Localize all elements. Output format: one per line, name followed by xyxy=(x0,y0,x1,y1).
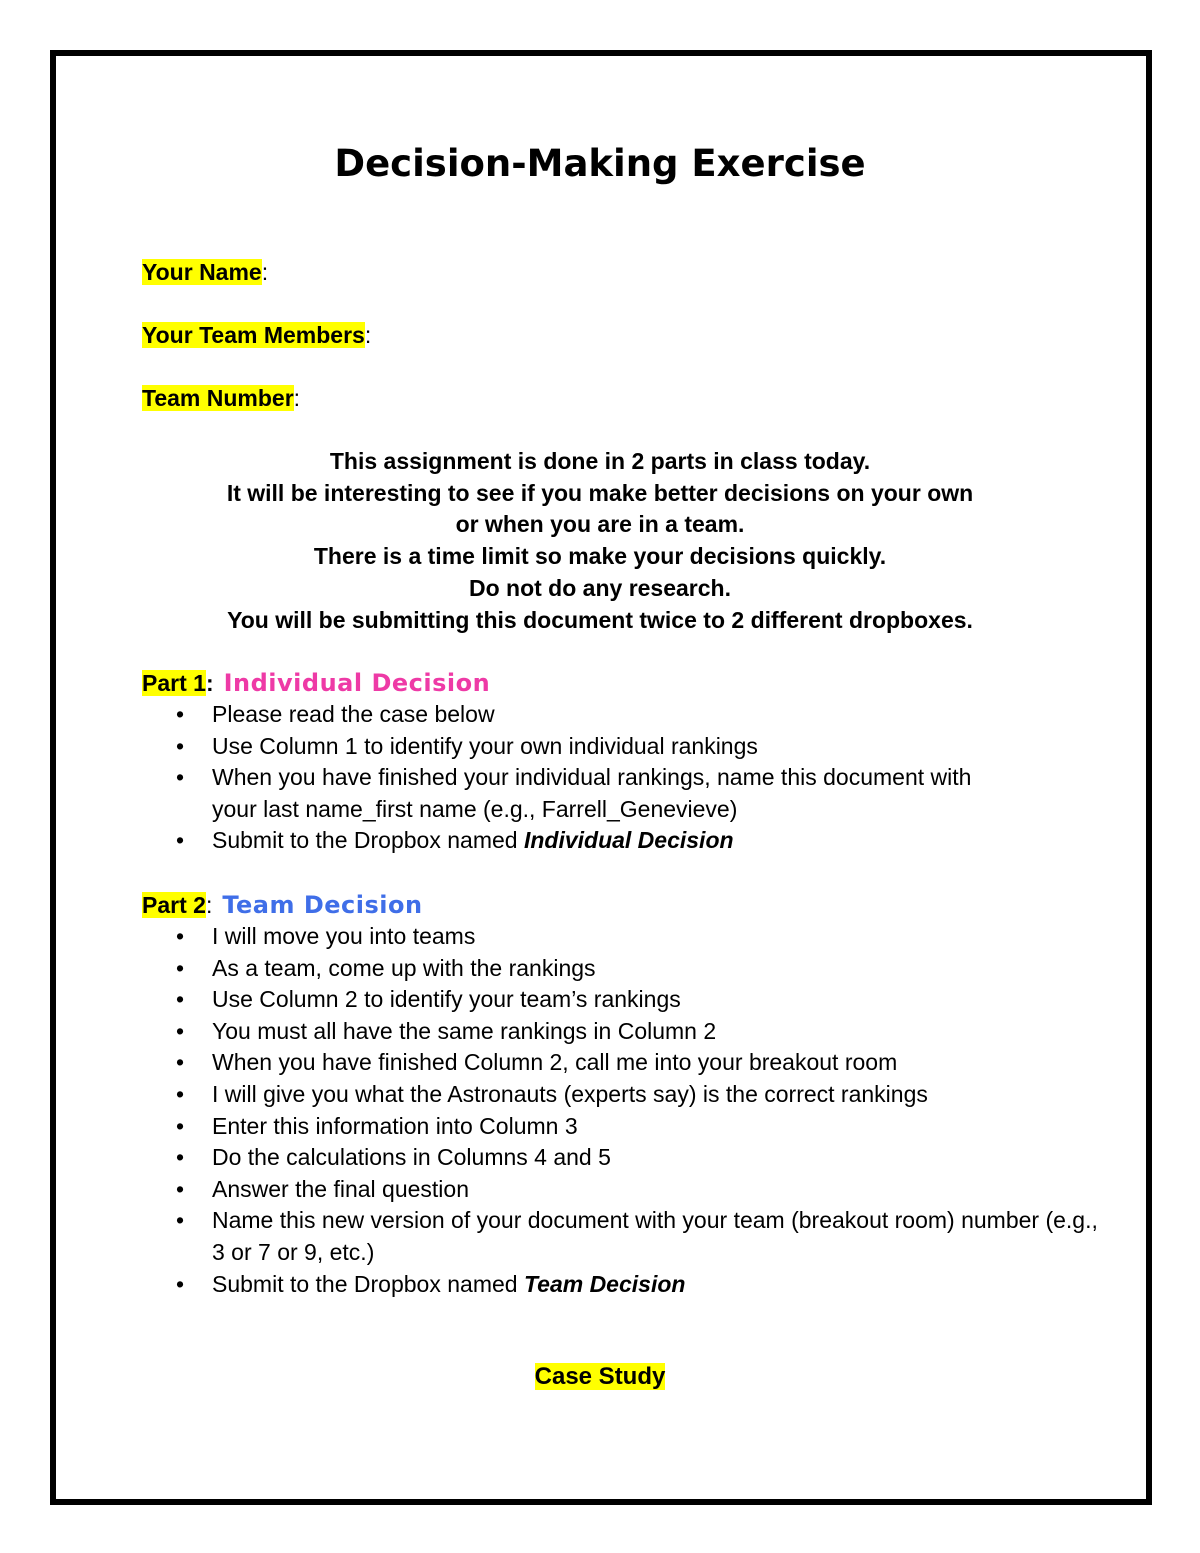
list-item: • You must all have the same rankings in Column 2 xyxy=(142,1016,1042,1048)
list-item: • Answer the final question xyxy=(142,1174,1042,1206)
your-name-field xyxy=(142,257,268,287)
part1-list xyxy=(142,699,1042,857)
case-study-heading xyxy=(0,1362,1200,1392)
part2-heading xyxy=(142,890,423,920)
list-item: • Name this new version of your document with your team (breakout room) number (e.g., 3 or 7 or 9, etc.) xyxy=(176,1207,1098,1265)
list-item: • Use Column 1 to identify your own individual rankings xyxy=(142,731,1042,763)
part2-list xyxy=(142,921,1098,1300)
colon: : xyxy=(293,385,301,411)
bullet-icon: • xyxy=(176,1270,185,1297)
bullet-icon: • xyxy=(176,732,185,759)
list-item: • When you have finished your individual rankings, name this document with your last name_first name (e.g., Farrell_Genevieve) xyxy=(176,764,972,822)
case-study-label: Case Study xyxy=(534,1363,666,1390)
intro-line: There is a time limit so make your decisions quickly. xyxy=(313,543,887,570)
bullet-icon: • xyxy=(176,1080,185,1107)
colon: : xyxy=(261,259,269,285)
dropbox-name: Individual Decision xyxy=(523,827,734,854)
bullet-icon: • xyxy=(176,701,185,727)
intro-line: This assignment is done in 2 parts in class today. xyxy=(329,448,871,474)
colon: : xyxy=(205,892,213,918)
bullet-icon: • xyxy=(176,1017,185,1044)
list-item: • Submit to the Dropbox named Team Decision xyxy=(142,1269,1042,1301)
colon: : xyxy=(205,670,214,696)
list-item: • Submit to the Dropbox named Individual Decision xyxy=(142,825,1042,857)
document-title: Decision-Making Exercise xyxy=(334,142,866,185)
team-members-field xyxy=(142,320,371,350)
list-item: • Use Column 2 to identify your team’s rankings xyxy=(142,984,1042,1016)
list-item: • Please read the case below xyxy=(142,699,1042,731)
bullet-icon: • xyxy=(176,986,185,1013)
intro-line: Do not do any research. xyxy=(468,574,731,601)
bullet-icon: • xyxy=(176,1175,185,1202)
intro-line: It will be interesting to see if you make better decisions on your own xyxy=(226,479,974,506)
bullet-icon: • xyxy=(176,1049,185,1076)
bullet-icon: • xyxy=(176,764,185,791)
team-number-field xyxy=(142,383,300,413)
intro-line: You will be submitting this document twice to 2 different dropboxes. xyxy=(227,606,973,633)
list-item: • As a team, come up with the rankings xyxy=(142,953,1042,985)
your-name-label: Your Name xyxy=(142,259,262,285)
bullet-icon: • xyxy=(176,827,185,854)
bullet-icon: • xyxy=(176,923,185,949)
list-item: • I will give you what the Astronauts (experts say) is the correct rankings xyxy=(142,1079,1032,1111)
part1-heading xyxy=(142,668,490,698)
intro-paragraph xyxy=(56,446,1144,636)
team-number-label: Team Number xyxy=(142,385,294,411)
list-item: • I will move you into teams xyxy=(142,921,1042,953)
bullet-icon: • xyxy=(176,954,185,981)
part2-label: Part 2 xyxy=(142,892,206,918)
list-item: • Do the calculations in Columns 4 and 5 xyxy=(142,1142,1042,1174)
intro-line: or when you are in a team. xyxy=(455,511,745,538)
bullet-icon: • xyxy=(176,1207,185,1234)
bullet-icon: • xyxy=(176,1112,185,1139)
bullet-icon: • xyxy=(176,1144,185,1171)
list-item: • Enter this information into Column 3 xyxy=(142,1111,1042,1143)
team-members-label: Your Team Members xyxy=(142,322,365,348)
part2-title: Team Decision xyxy=(222,891,423,919)
dropbox-name: Team Decision xyxy=(523,1270,686,1297)
part1-label: Part 1 xyxy=(142,670,206,696)
part1-title: Individual Decision xyxy=(223,669,491,697)
list-item: • When you have finished Column 2, call me into your breakout room xyxy=(142,1047,1042,1079)
colon: : xyxy=(364,322,372,348)
